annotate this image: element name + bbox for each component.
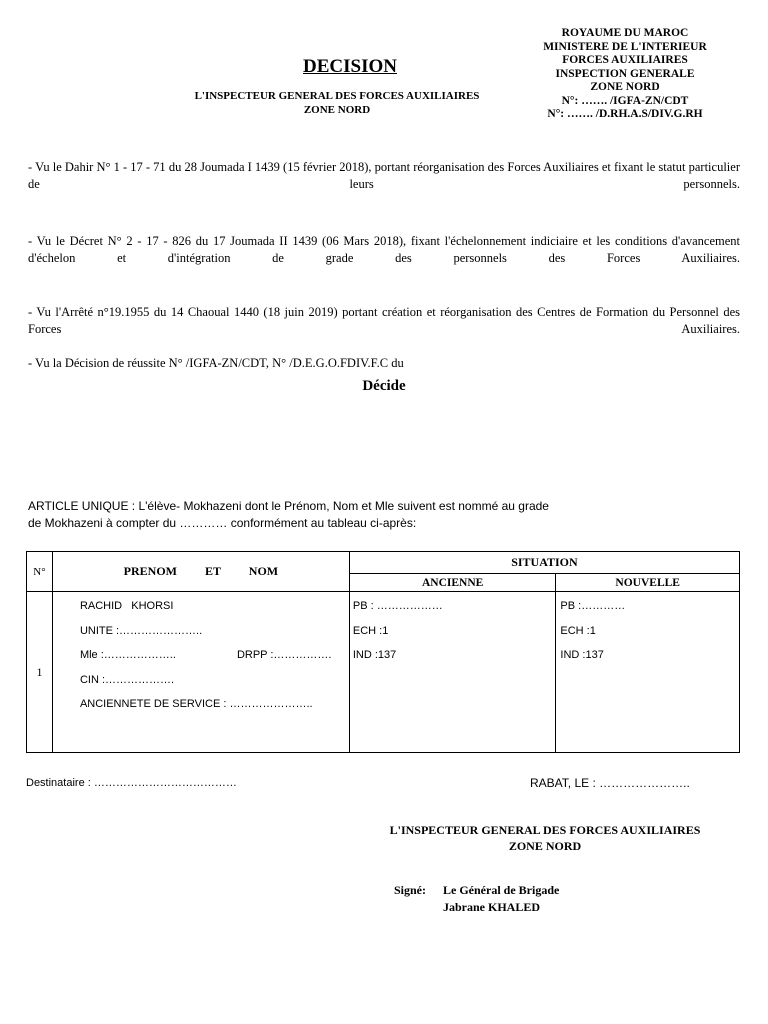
header-reference-1: N°: ……. /IGFA-ZN/CDT (561, 94, 689, 107)
rabat-date-field: RABAT, LE : ………………….. (530, 776, 690, 790)
signer-rank: Le Général de Brigade (443, 883, 560, 897)
header-line: INSPECTION GENERALE (555, 67, 695, 80)
nouvelle-ind: IND :137 (560, 649, 604, 661)
nouvelle-pb: PB :………… (560, 600, 626, 612)
ancienne-cell (349, 592, 556, 753)
ancienne-pb: PB : ……………… (352, 600, 443, 612)
header-line: MINISTERE DE L'INTERIEUR (543, 40, 707, 53)
vu-paragraph-decret: - Vu le Décret N° 2 - 17 - 826 du 17 Joumada II 1439 (06 Mars 2018), fixant l'échelonnement indiciaire et les conditions d'avancement d'échelon et d'intégration de grade des personnels des Forces Auxiliaires. (28, 234, 740, 265)
article-line-2: de Mokhazeni à compter du ………… conformément au tableau ci-après: (28, 516, 417, 530)
anciennete-field: ANCIENNETE DE SERVICE : ………………….. (79, 698, 313, 710)
header-line: ROYAUME DU MAROC (561, 27, 689, 39)
header-situation: SITUATION (349, 552, 739, 574)
ancienne-ech: ECH :1 (352, 624, 389, 637)
article-line-1: ARTICLE UNIQUE : L'élève- Mokhazeni dont le Prénom, Nom et Mle suivent est nommé au grade (28, 499, 549, 513)
mle-field: Mle :……………….. (79, 649, 176, 661)
signature-block (394, 882, 559, 916)
drpp-field: DRPP :……………. (236, 649, 332, 661)
ancienne-ind: IND :137 (352, 649, 397, 661)
header-ministry-block (505, 27, 745, 122)
row-number: 1 (27, 592, 53, 753)
cin-field: CIN :………………. (79, 673, 175, 686)
header-nouvelle: NOUVELLE (556, 574, 740, 592)
nouvelle-cell (556, 592, 740, 753)
header-ancienne: ANCIENNE (349, 574, 556, 592)
signatory-title (360, 822, 730, 854)
identity-cell (52, 592, 349, 753)
person-name: RACHID KHORSI (79, 600, 174, 612)
vu-paragraph-arrete: - Vu l'Arrêté n°19.1955 du 14 Chaoual 1440 (18 juin 2019) portant création et réorganisation des Centres de Formation du Personnel des Forces Auxiliaires. (28, 305, 740, 336)
unite-field: UNITE :………………….. (79, 624, 203, 637)
header-prenom-nom (52, 552, 349, 592)
signe-label: Signé: (394, 883, 427, 897)
vu-paragraph-decision-clipped (28, 355, 740, 369)
mle-drpp-line (80, 643, 349, 668)
header-line: FORCES AUXILIAIRES (562, 54, 688, 66)
document-subtitle (150, 89, 524, 117)
article-unique (28, 498, 748, 532)
vu-paragraph-decision: - Vu la Décision de réussite N° /IGFA-ZN/CDT, N° /D.E.G.O.FDIV.F.C du (28, 356, 404, 369)
decide-heading: Décide (362, 378, 406, 394)
header-prenom: PRENOM (123, 564, 177, 578)
header-et: ET (205, 564, 221, 578)
subtitle-line-1: L'INSPECTEUR GENERAL DES FORCES AUXILIAIRES (194, 90, 480, 102)
signatory-title-line-2: ZONE NORD (508, 839, 582, 853)
header-nom: NOM (248, 564, 279, 578)
header-reference-2: N°: ……. /D.RH.A.S/DIV.G.RH (547, 108, 703, 120)
destinataire-field: Destinataire : ………………………………… (26, 777, 237, 789)
signer-name: Jabrane KHALED (443, 900, 541, 914)
nouvelle-ech: ECH :1 (560, 624, 596, 637)
document-title: DECISION (303, 56, 397, 77)
vu-paragraph-dahir: - Vu le Dahir N° 1 - 17 - 71 du 28 Joumada I 1439 (15 février 2018), portant réorganisation des Forces Auxiliaires et fixant le statut particulier de leurs personnels. (28, 160, 740, 191)
signatory-title-line-1: L'INSPECTEUR GENERAL DES FORCES AUXILIAIRES (389, 823, 701, 837)
header-number: N° (27, 552, 53, 592)
subtitle-line-2: ZONE NORD (303, 104, 371, 116)
nomination-table (26, 551, 740, 753)
header-line: ZONE NORD (590, 81, 660, 93)
